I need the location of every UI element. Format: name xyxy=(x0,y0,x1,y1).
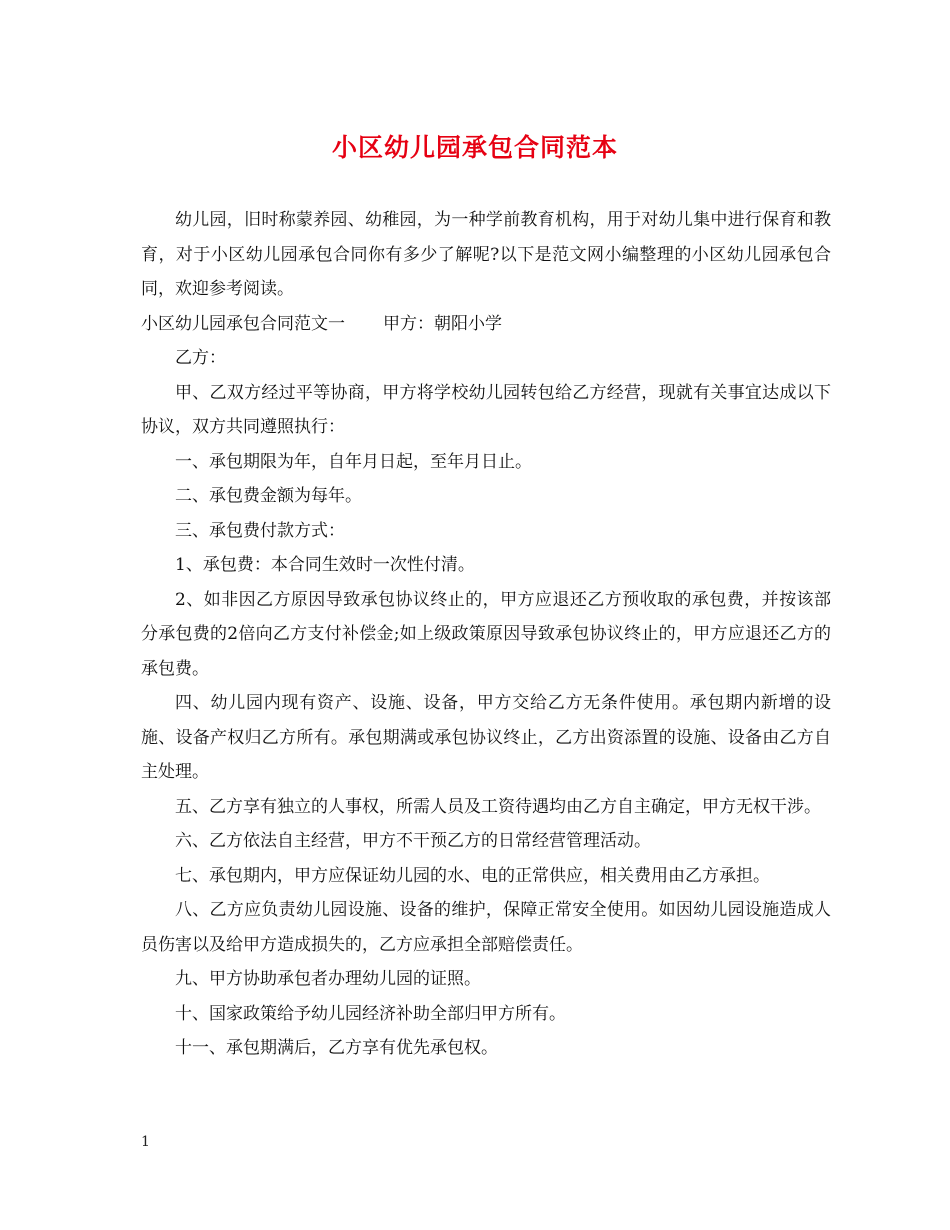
paragraph-fee-amount: 二、承包费金额为每年。 xyxy=(175,486,362,506)
paragraph-payment-2: 2、如非因乙方原因导致承包协议终止的，甲方应退还乙方预收取的承包费，并按该部分承包费的2倍向乙方支付补偿金;如上级政策原因导致承包协议终止的，甲方应退还乙方的承包费。 xyxy=(141,589,831,679)
paragraph-renewal: 十一、承包期满后，乙方享有优先承包权。 xyxy=(175,1038,498,1058)
paragraph-maintenance: 八、乙方应负责幼儿园设施、设备的维护，保障正常安全使用。如因幼儿园设施造成人员伤害以及给甲方造成损失的，乙方应承担全部赔偿责任。 xyxy=(141,900,831,955)
sample-heading-line xyxy=(141,307,831,342)
page-number: 1 xyxy=(141,1134,150,1150)
paragraph-payment-1: 1、承包费：本合同生效时一次性付清。 xyxy=(175,555,475,575)
paragraph-subsidy: 十、国家政策给予幼儿园经济补助全部归甲方所有。 xyxy=(175,1003,566,1024)
paragraph-operation: 六、乙方依法自主经营，甲方不干预乙方的日常经营管理活动。 xyxy=(175,831,651,851)
intro-paragraph: 幼儿园，旧时称蒙养园、幼稚园，为一种学前教育机构，用于对幼儿集中进行保育和教育，对于小区幼儿园承包合同你有多少了解呢?以下是范文网小编整理的小区幼儿园承包合同，欢迎参考阅读。 xyxy=(141,210,831,299)
party-a: 甲方：朝阳小学 xyxy=(383,313,502,334)
sample-heading: 小区幼儿园承包合同范文一 xyxy=(141,313,345,334)
paragraph-personnel: 五、乙方享有独立的人事权，所需人员及工资待遇均由乙方自主确定，甲方无权干涉。 xyxy=(175,796,821,817)
paragraph-licenses: 九、甲方协助承包者办理幼儿园的证照。 xyxy=(175,969,481,989)
paragraph-assets: 四、幼儿园内现有资产、设施、设备，甲方交给乙方无条件使用。承包期内新增的设施、设备产权归乙方所有。承包期满或承包协议终止，乙方出资添置的设施、设备由乙方自主处理。 xyxy=(141,693,831,782)
paragraph-term: 一、承包期限为年，自年月日起，至年月日止。 xyxy=(175,451,532,472)
document-body xyxy=(141,203,831,1066)
paragraph-agreement: 甲、乙双方经过平等协商，甲方将学校幼儿园转包给乙方经营，现就有关事宜达成以下协议，双方共同遵照执行： xyxy=(141,382,831,437)
paragraph-utilities: 七、承包期内，甲方应保证幼儿园的水、电的正常供应，相关费用由乙方承担。 xyxy=(175,865,770,886)
paragraph-payment-method: 三、承包费付款方式： xyxy=(175,520,345,541)
party-b: 乙方： xyxy=(175,348,226,368)
document-title: 小区幼儿园承包合同范本 xyxy=(331,133,618,162)
